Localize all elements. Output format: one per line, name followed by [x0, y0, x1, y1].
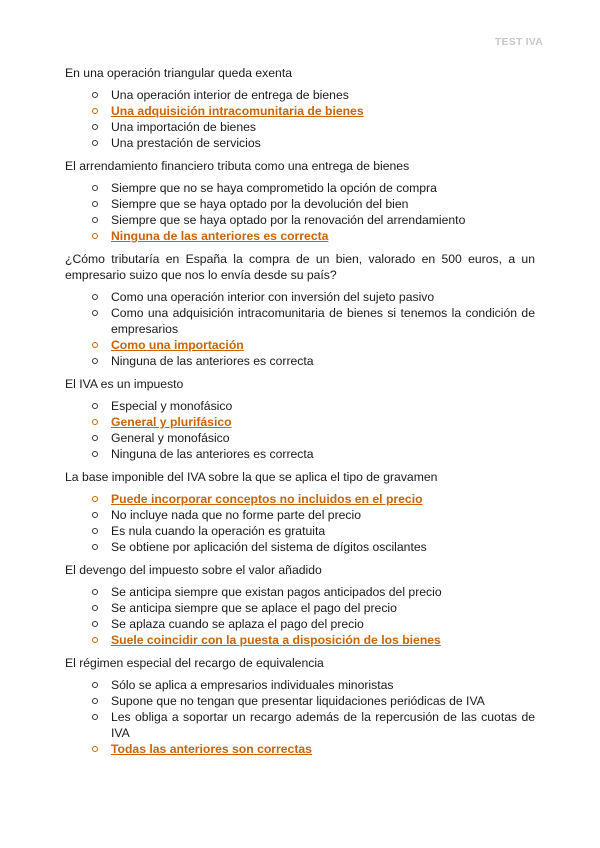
option-list: [65, 87, 535, 151]
option-item: [65, 135, 535, 151]
question-text: El IVA es un impuesto: [65, 377, 184, 391]
question-block: [65, 562, 535, 648]
option-item: [65, 180, 535, 196]
option-list: [65, 398, 535, 462]
option-list: [65, 491, 535, 555]
option-text: General y plurifásico: [111, 415, 232, 429]
option-item-correct: [65, 414, 535, 430]
option-text: General y monofásico: [111, 431, 230, 445]
circle-bullet-icon: [92, 201, 98, 207]
circle-bullet-icon: [92, 419, 98, 425]
option-item: [65, 212, 535, 228]
circle-bullet-icon: [92, 92, 98, 98]
circle-bullet-icon: [92, 496, 98, 502]
circle-bullet-icon: [92, 358, 98, 364]
option-list: [65, 677, 535, 757]
option-text: Se anticipa siempre que se aplace el pago del precio: [111, 601, 397, 615]
circle-bullet-icon: [92, 621, 98, 627]
option-list: [65, 289, 535, 369]
circle-bullet-icon: [92, 528, 98, 534]
option-text: Se obtiene por aplicación del sistema de dígitos oscilantes: [111, 540, 427, 554]
question-block: [65, 655, 535, 757]
question-text: En una operación triangular queda exenta: [65, 66, 292, 80]
option-item: [65, 289, 535, 305]
option-list: [65, 584, 535, 648]
circle-bullet-icon: [92, 512, 98, 518]
option-text: Una prestación de servicios: [111, 136, 261, 150]
option-text: Se aplaza cuando se aplaza el pago del precio: [111, 617, 364, 631]
option-text: Ninguna de las anteriores es correcta: [111, 229, 329, 243]
option-item: [65, 507, 535, 523]
option-text: Sólo se aplica a empresarios individuales minoristas: [111, 678, 394, 692]
option-text: Una operación interior de entrega de bienes: [111, 88, 349, 102]
question-text: El devengo del impuesto sobre el valor añadido: [65, 563, 322, 577]
circle-bullet-icon: [92, 605, 98, 611]
option-text: Suele coincidir con la puesta a disposición de los bienes: [111, 633, 441, 647]
option-item: [65, 600, 535, 616]
option-text: Puede incorporar conceptos no incluidos en el precio: [111, 492, 423, 506]
option-text: Se anticipa siempre que existan pagos anticipados del precio: [111, 585, 442, 599]
option-item: [65, 305, 535, 337]
circle-bullet-icon: [92, 310, 98, 316]
option-text: Ninguna de las anteriores es correcta: [111, 447, 314, 461]
option-text: Todas las anteriores son correctas: [111, 742, 312, 756]
circle-bullet-icon: [92, 217, 98, 223]
option-item: [65, 693, 535, 709]
quiz-document: [65, 65, 535, 764]
circle-bullet-icon: [92, 294, 98, 300]
circle-bullet-icon: [92, 124, 98, 130]
option-item: [65, 523, 535, 539]
option-text: Ninguna de las anteriores es correcta: [111, 354, 314, 368]
option-item: [65, 196, 535, 212]
option-item: [65, 709, 535, 741]
option-item: [65, 119, 535, 135]
option-item: [65, 539, 535, 555]
option-item-correct: [65, 337, 535, 353]
question-text: La base imponible del IVA sobre la que se aplica el tipo de gravamen: [65, 470, 438, 484]
option-text: Una adquisición intracomunitaria de bienes: [111, 104, 364, 118]
question-block: [65, 469, 535, 555]
circle-bullet-icon: [92, 746, 98, 752]
option-text: No incluye nada que no forme parte del precio: [111, 508, 361, 522]
option-text: Como una adquisición intracomunitaria de bienes si tenemos la condición de empresarios: [111, 306, 535, 336]
circle-bullet-icon: [92, 108, 98, 114]
option-text: Siempre que no se haya comprometido la opción de compra: [111, 181, 437, 195]
circle-bullet-icon: [92, 589, 98, 595]
question-block: [65, 376, 535, 462]
option-item-correct: [65, 491, 535, 507]
circle-bullet-icon: [92, 714, 98, 720]
option-list: [65, 180, 535, 244]
option-text: Es nula cuando la operación es gratuita: [111, 524, 326, 538]
question-text: El arrendamiento financiero tributa como una entrega de bienes: [65, 159, 410, 173]
option-item: [65, 87, 535, 103]
option-item: [65, 584, 535, 600]
option-text: Como una importación: [111, 338, 244, 352]
question-block: [65, 158, 535, 244]
circle-bullet-icon: [92, 451, 98, 457]
option-item: [65, 398, 535, 414]
circle-bullet-icon: [92, 682, 98, 688]
option-item-correct: [65, 741, 535, 757]
option-item: [65, 677, 535, 693]
circle-bullet-icon: [92, 185, 98, 191]
circle-bullet-icon: [92, 140, 98, 146]
option-text: Especial y monofásico: [111, 399, 233, 413]
circle-bullet-icon: [92, 233, 98, 239]
circle-bullet-icon: [92, 435, 98, 441]
option-text: Siempre que se haya optado por la renovación del arrendamiento: [111, 213, 466, 227]
option-item-correct: [65, 632, 535, 648]
circle-bullet-icon: [92, 403, 98, 409]
option-item: [65, 353, 535, 369]
option-item-correct: [65, 103, 535, 119]
option-item: [65, 446, 535, 462]
option-text: Como una operación interior con inversión del sujeto pasivo: [111, 290, 435, 304]
option-text: Les obliga a soportar un recargo además de la repercusión de las cuotas de IVA: [111, 710, 535, 740]
option-text: Supone que no tengan que presentar liquidaciones periódicas de IVA: [111, 694, 485, 708]
option-item-correct: [65, 228, 535, 244]
question-block: [65, 251, 535, 369]
circle-bullet-icon: [92, 637, 98, 643]
option-text: Siempre que se haya optado por la devolución del bien: [111, 197, 409, 211]
circle-bullet-icon: [92, 544, 98, 550]
option-text: Una importación de bienes: [111, 120, 256, 134]
question-text: El régimen especial del recargo de equivalencia: [65, 656, 324, 670]
question-block: [65, 65, 535, 151]
question-text: ¿Cómo tributaría en España la compra de un bien, valorado en 500 euros, a un empresario suizo que nos lo envía desde su país?: [65, 252, 535, 282]
option-item: [65, 616, 535, 632]
document-header-title: TEST IVA: [494, 36, 543, 48]
circle-bullet-icon: [92, 698, 98, 704]
circle-bullet-icon: [92, 342, 98, 348]
option-item: [65, 430, 535, 446]
